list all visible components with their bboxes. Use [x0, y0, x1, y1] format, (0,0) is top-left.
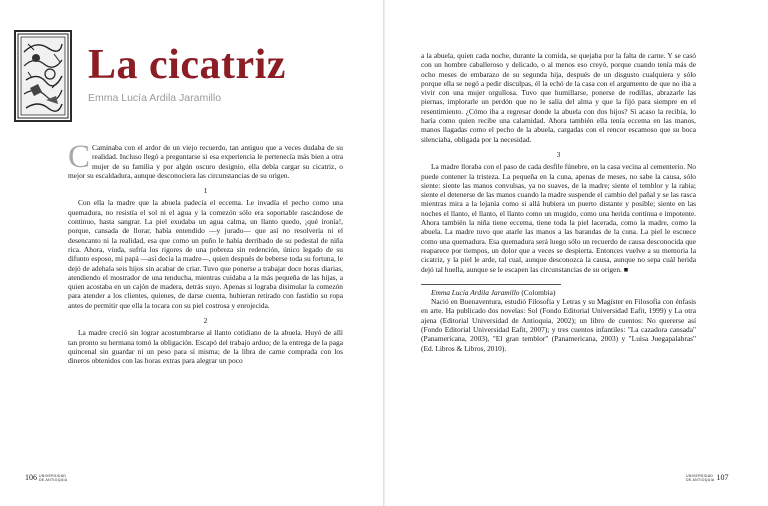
section3-text: La madre lloraba con el paso de cada desfile fúnebre, en la casa vecina al cementerio. No puede contener la tristeza. La pequeña en la cuna, apenas de meses, no sabe la causa, sólo siente: siente las manos convulsas, ya no suaves, de la madre; siente el temblor y la rabia; siente el detenerse de las manos cuando la madre suspende el cambio del pañal y se las rasca mientras mira a la lejanía como si allá hubiera un puerto distante y posible; siente en las noches el llanto, el llanto, el llanto como un mugido, como una herida continua e impotente. Ahora también la niña tiene eccema, tiene toda la piel lacerada, como la madre, como la abuela. La madre tuvo que atarle las manos a las barandas de la cuna. La piel le escuece como una quemadura. Esa quemadura será luego sólo un recuerdo de causa desconocida que reaparece por tiempos, un dolor que a veces se despierta. Entonces vuelve a su memoria la cicatriz, y la piel le arde, tal cual, aunque desconozca la causa, aunque no sepa cuál herida dejó tal huella, aunque se le escapen las circunstancias de su origen.	[421, 162, 696, 274]
section2-paragraph: La madre creció sin lograr acostumbrarse al llanto cotidiano de la abuela. Huyó de allí tan pronto su hermana tomó la obligación. Escapó del trabajo arduo; de la entrega de la paga quincenal sin guardar ni un peso para sí misma; de la libra de carne comprada con los dineros obtenidos con las horas extras para alegrar un poco	[68, 328, 343, 366]
publisher-line-1: UNIVERSIDAD	[686, 474, 714, 479]
woodcut-illustration	[14, 30, 72, 122]
page-number-left: 106	[25, 473, 37, 482]
left-column	[68, 139, 343, 366]
continued-paragraph: a la abuela, quien cada noche, durante la comida, se quejaba por la falta de carne. Y se casó con un hombre caballeroso y delicado, o al menos eso creyó, porque cuando tenía más de ocho meses de embarazo de su segunda hija, después de un disgusto cualquiera y sólo porque ella se negó a pedir disculpas, él la echó de la casa con el argumento de que no iba a vivir con una mujer orgullosa. Tuvo que humillarse, ponerse de rodillas, abrazarle las piernas, implorarle un perdón que no le salía del alma y que la fijó para siempre en el resentimiento. ¿Cómo iba a regresar donde la abuela con dos hijos? Si acaso la recibía, lo haría como quien recibe una calamidad. Ahora también ella tenía eccema en las manos, manos llagadas como el pecho de la abuela, cargadas con el rencor escamoso que su boca silenciaba, obligada por la necesidad.	[421, 51, 696, 144]
article-author: Emma Lucía Ardila Jaramillo	[88, 92, 222, 104]
right-column	[421, 51, 696, 353]
publisher-mark-left	[39, 474, 68, 482]
bio-country: (Colombia)	[521, 287, 556, 297]
section-number-1: 1	[203, 186, 208, 196]
author-bio	[421, 288, 696, 353]
right-footer	[686, 473, 728, 482]
woodcut-image	[16, 32, 70, 120]
bio-text: Nació en Buenaventura, estudió Filosofía y Letras y su Magíster en Filosofía con énfasis en arte. Ha publicado dos novelas: Sol (Fondo Editorial Universidad Eafit, 1999) y La otra ajena (Editorial Universidad de Antioquia, 2002); un libro de cuentos: No quererse así (Fondo Editorial Universidad Eafit, 2007); y tres cuentos infantiles: "La cazadora cansada" (Panamericana, 2003), "El gran temblor" (Panamericana, 2003) y "Luisa Juegapalabras" (Ed. Libros & Libros, 2010).	[421, 297, 696, 353]
section-number-2: 2	[203, 316, 208, 326]
section3-paragraph	[421, 162, 696, 274]
bio-heading	[421, 288, 696, 297]
publisher-line-2: DE ANTIOQUIA	[38, 478, 68, 483]
publisher-line-1: UNIVERSIDAD	[38, 474, 67, 479]
intro-paragraph	[68, 139, 343, 180]
intro-text: Caminaba con el ardor de un viejo recuerdo, tan antiguo que a veces dudaba de su realidad. Incluso llegó a preguntarse si esa experiencia le pertenecía más bien a otra mujer de su familia y por algún oscuro designio, ella debía cargar su cicatriz, o mejor su escaldadura, aunque desconociera las circunstancias de su origen.	[68, 143, 343, 180]
left-footer	[25, 473, 67, 482]
page-number-right: 107	[716, 473, 729, 482]
page-gutter	[383, 0, 385, 506]
drop-cap: C	[68, 139, 91, 175]
bio-divider	[421, 284, 561, 285]
publisher-line-2: DE ANTIOQUIA	[686, 478, 715, 483]
section1-paragraph: Con ella la madre que la abuela padecía el eccema. Le invadía el pecho como una quemadura, no resistía el sol ni el agua y la comezón sólo era soportable rascándose de continuo, hasta sangrar. La piel exudaba un agua calma, un llanto quedo, ¡qué ironía!, porque, cansada de llorar, había entendido —y jurado— que así no resolvería ni el desencanto ni la realidad, esa que como un puño le había derribado de su pedestal de niña rica. Ahora, viuda, sufría los rigores de una pobreza sin redención, único legado de su difunto esposo, mi papá —así decía la madre—, quien después de beberse toda su fortuna, le dejó de adehala seis hijos sin acabar de criar. Tuvo que ponerse a trabajar doce horas diarias, atendiendo el mostrador de una tenducha, mientras cuidaba a la más pequeña de las hijas, a quien acostaba en un cajón de madera, detrás suyo. Apenas si lograba disimular la comezón para atender a los clientes, quienes, de darse cuenta, hubieran retirado con fastidio su ropa antes de permitir que ella la tocara con su piel costrosa y enrojecida.	[68, 198, 343, 310]
article-title: La cicatriz	[88, 42, 286, 88]
bio-name: Emma Lucía Ardila Jaramillo	[431, 287, 520, 297]
end-mark: ■	[623, 264, 629, 274]
section-number-3: 3	[556, 149, 561, 159]
publisher-mark-right	[686, 474, 715, 482]
